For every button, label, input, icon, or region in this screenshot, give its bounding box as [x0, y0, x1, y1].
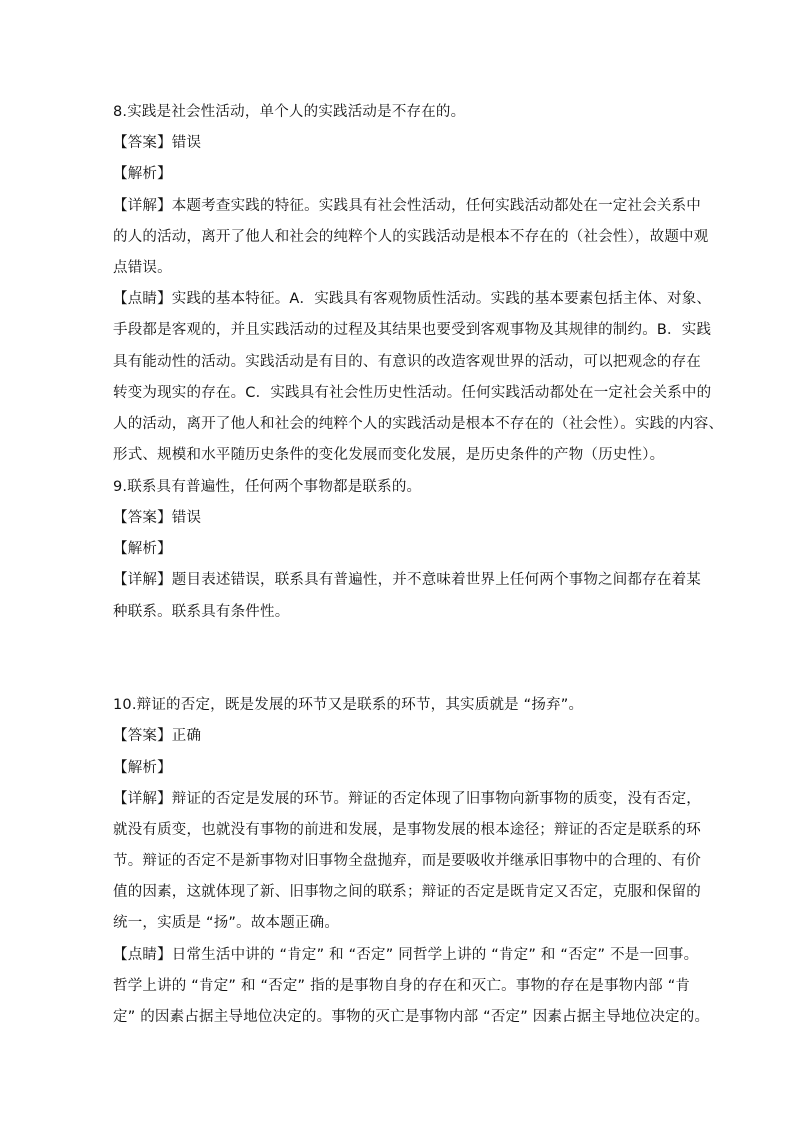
question-8-stem: 8.实践是社会性活动，单个人的实践活动是不存在的。: [113, 104, 466, 120]
question-10-detail-line: 就没有质变，也就没有事物的前进和发展，是事物发展的根本途径；辩证的否定是联系的环: [113, 822, 701, 838]
question-8-tip-line: 手段都是客观的，并且实践活动的过程及其结果也要受到客观事物及其规律的制约。B．实践: [113, 322, 712, 338]
question-10-detail-line: 值的因素，这就体现了新、旧事物之间的联系；辩证的否定是既肯定又否定，克服和保留的: [113, 884, 701, 900]
question-10-detail-line: 节。辩证的否定不是新事物对旧事物全盘抛弃，而是要吸收并继承旧事物中的合理的、有价: [113, 853, 701, 869]
question-9-analysis-heading: 【解析】: [113, 541, 172, 557]
question-8-detail-line: 【详解】本题考查实践的特征。实践具有社会性活动，任何实践活动都处在一定社会关系中: [113, 198, 701, 214]
question-8-tip-line: 形式、规模和水平随历史条件的变化发展而变化发展，是历史条件的产物（历史性）。: [113, 447, 665, 463]
question-10-detail-line: 统一，实质是 “扬”。故本题正确。: [113, 915, 340, 931]
question-10-stem: 10.辩证的否定，既是发展的环节又是联系的环节，其实质就是 “扬弃”。: [113, 697, 584, 713]
question-8-tip-line: 转变为现实的存在。C．实践具有社会性历史性活动。任何实践活动都处在一定社会关系中的: [113, 385, 712, 401]
question-8-detail-line: 点错误。: [113, 260, 172, 276]
question-10-analysis-heading: 【解析】: [113, 760, 172, 776]
question-8-tip-line: 具有能动性的活动。实践活动是有目的、有意识的改造客观世界的活动，可以把观念的存在: [113, 354, 701, 370]
question-8-detail-line: 的人的活动，离开了他人和社会的纯粹个人的实践活动是根本不存在的（社会性），故题中观: [113, 229, 709, 245]
question-10-tip-line: 定” 的因素占据主导地位决定的。事物的灭亡是事物内部 “否定” 因素占据主导地位决定的。: [113, 1009, 710, 1025]
question-8-analysis-heading: 【解析】: [113, 166, 172, 182]
question-10-tip-line: 【点睛】日常生活中讲的 “肯定” 和 “否定” 同哲学上讲的 “肯定” 和 “否定” 不是一回事。: [113, 947, 699, 963]
question-10-detail-line: 【详解】辩证的否定是发展的环节。辩证的否定体现了旧事物向新事物的质变，没有否定，: [113, 791, 701, 807]
question-10-answer: 【答案】正确: [113, 728, 202, 744]
question-8-tip-line: 【点睛】实践的基本特征。A．实践具有客观物质性活动。实践的基本要素包括主体、对象、: [113, 291, 712, 307]
question-8-answer: 【答案】错误: [113, 135, 202, 151]
question-9-detail-line: 【详解】题目表述错误，联系具有普遍性，并不意味着世界上任何两个事物之间都存在着某: [113, 572, 701, 588]
question-8-tip-line: 人的活动，离开了他人和社会的纯粹个人的实践活动是根本不存在的（社会性）。实践的内容、: [113, 416, 724, 432]
question-9-answer: 【答案】错误: [113, 510, 202, 526]
question-9-stem: 9.联系具有普遍性，任何两个事物都是联系的。: [113, 479, 422, 495]
question-9-detail-line: 种联系。联系具有条件性。: [113, 604, 290, 620]
question-10-tip-line: 哲学上讲的 “肯定” 和 “否定” 指的是事物自身的存在和灭亡。事物的存在是事物内部 “肯: [113, 978, 691, 994]
